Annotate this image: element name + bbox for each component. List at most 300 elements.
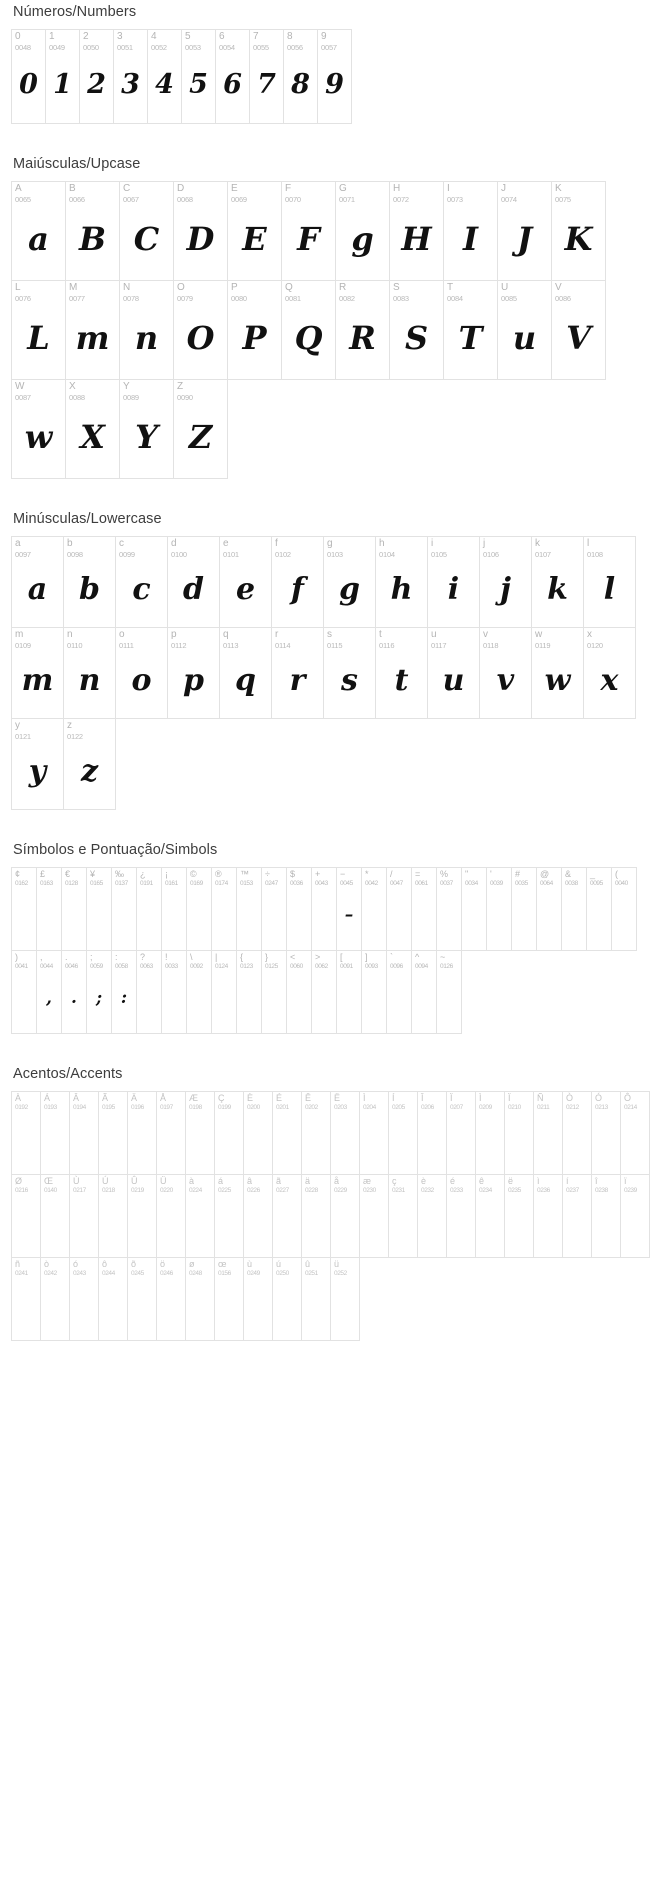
glyph-cell[interactable]	[243, 1174, 273, 1258]
glyph-cell[interactable]	[446, 1091, 476, 1175]
glyph-cell[interactable]	[161, 950, 187, 1034]
glyph-cell-meta	[220, 628, 271, 650]
glyph-cell[interactable]	[272, 1174, 302, 1258]
glyph-cell[interactable]	[301, 1257, 331, 1341]
glyph-char-label: q	[223, 629, 229, 640]
glyph-unicode-code: 0057	[321, 43, 337, 52]
glyph-preview: ;	[95, 988, 103, 1009]
glyph-cell[interactable]	[86, 950, 112, 1034]
glyph-cell[interactable]	[11, 280, 66, 380]
glyph-cell[interactable]	[11, 1091, 41, 1175]
glyph-cell[interactable]	[497, 181, 552, 281]
glyph-cell[interactable]	[389, 181, 444, 281]
glyph-unicode-code: 0137	[115, 880, 128, 887]
glyph-char-label: =	[415, 869, 421, 879]
glyph-cell[interactable]	[167, 627, 220, 719]
glyph-cell[interactable]	[317, 29, 352, 124]
glyph-cell[interactable]	[281, 280, 336, 380]
glyph-cell-meta	[273, 1175, 301, 1195]
glyph-cell[interactable]	[63, 536, 116, 628]
glyph-cell[interactable]	[261, 950, 287, 1034]
glyph-char-label: P	[231, 282, 238, 293]
glyph-cell[interactable]	[243, 1091, 273, 1175]
glyph-cell[interactable]	[11, 867, 37, 951]
glyph-cell[interactable]	[330, 1091, 360, 1175]
glyph-cell-meta	[418, 1175, 446, 1195]
glyph-preview	[128, 1112, 156, 1174]
glyph-cell[interactable]	[504, 1091, 534, 1175]
glyph-cell[interactable]	[181, 29, 216, 124]
glyph-cell[interactable]	[620, 1091, 650, 1175]
glyph-cell[interactable]	[301, 1091, 331, 1175]
glyph-cell[interactable]	[436, 950, 462, 1034]
glyph-cell[interactable]	[359, 1091, 389, 1175]
glyph-cell[interactable]	[475, 1174, 505, 1258]
glyph-char-label: œ	[218, 1259, 227, 1269]
glyph-cell[interactable]	[335, 181, 390, 281]
glyph-char-label: {	[240, 952, 244, 962]
glyph-unicode-code: 0100	[171, 550, 187, 559]
glyph-preview	[418, 1195, 446, 1257]
glyph-cell[interactable]	[486, 867, 512, 951]
glyph-cell[interactable]	[211, 867, 237, 951]
glyph-preview: L	[27, 318, 50, 357]
glyph-cell[interactable]	[533, 1174, 563, 1258]
glyph-cell[interactable]	[611, 867, 637, 951]
glyph-cell[interactable]	[173, 181, 228, 281]
glyph-cell[interactable]	[443, 280, 498, 380]
glyph-cell[interactable]	[249, 29, 284, 124]
glyph-cell[interactable]	[561, 867, 587, 951]
glyph-cell[interactable]	[186, 950, 212, 1034]
glyph-cell-meta	[387, 868, 411, 888]
glyph-cell-meta	[437, 868, 461, 888]
glyph-cell[interactable]	[11, 379, 66, 479]
glyph-cell[interactable]	[336, 950, 362, 1034]
glyph-cell[interactable]	[311, 950, 337, 1034]
glyph-preview	[537, 888, 561, 950]
glyph-preview	[186, 1278, 214, 1340]
glyph-char-label: Æ	[189, 1093, 198, 1103]
glyph-unicode-code: 0107	[535, 550, 551, 559]
glyph-cell[interactable]	[497, 280, 552, 380]
glyph-cell-meta	[64, 537, 115, 559]
glyph-char-label: (	[615, 869, 618, 879]
glyph-cell[interactable]	[386, 867, 412, 951]
glyph-cell[interactable]	[119, 181, 174, 281]
glyph-cell[interactable]	[161, 867, 187, 951]
glyph-cell[interactable]	[65, 379, 120, 479]
glyph-char-label: Á	[44, 1093, 51, 1103]
glyph-cell[interactable]	[214, 1257, 244, 1341]
glyph-unicode-code: 0058	[115, 963, 128, 970]
glyph-cell-meta	[621, 1175, 649, 1195]
glyph-cell[interactable]	[227, 181, 282, 281]
glyph-cell[interactable]	[111, 867, 137, 951]
glyph-cell[interactable]	[40, 1257, 70, 1341]
glyph-preview	[99, 1112, 127, 1174]
glyph-cell[interactable]	[375, 536, 428, 628]
glyph-preview: m	[75, 318, 110, 357]
glyph-cell[interactable]	[323, 627, 376, 719]
glyph-cell[interactable]	[65, 181, 120, 281]
glyph-unicode-code: 0248	[189, 1270, 202, 1277]
glyph-unicode-code: 0209	[479, 1104, 492, 1111]
glyph-cell[interactable]	[591, 1091, 621, 1175]
glyph-cell[interactable]	[40, 1091, 70, 1175]
glyph-cell-meta	[337, 951, 361, 971]
glyph-unicode-code: 0243	[73, 1270, 86, 1277]
glyph-cell[interactable]	[11, 1257, 41, 1341]
glyph-char-label: .	[65, 952, 68, 962]
glyph-cell[interactable]	[271, 627, 324, 719]
glyph-cell[interactable]	[127, 1091, 157, 1175]
glyph-cell[interactable]	[98, 1257, 128, 1341]
glyph-preview: q	[235, 662, 256, 698]
glyph-cell[interactable]	[136, 950, 162, 1034]
glyph-cell-meta	[487, 868, 511, 888]
glyph-cell[interactable]	[156, 1091, 186, 1175]
glyph-preview	[447, 1195, 475, 1257]
glyph-cell[interactable]	[219, 627, 272, 719]
glyph-unicode-code: 0082	[339, 294, 355, 303]
glyph-cell[interactable]	[583, 627, 636, 719]
glyph-cell-meta	[447, 1175, 475, 1195]
glyph-cell[interactable]	[427, 536, 480, 628]
glyph-cell-meta	[447, 1092, 475, 1112]
glyph-cell[interactable]	[361, 867, 387, 951]
glyph-cell[interactable]	[185, 1174, 215, 1258]
glyph-cell-meta	[157, 1258, 185, 1278]
glyph-cell[interactable]	[562, 1174, 592, 1258]
glyph-cell[interactable]	[227, 280, 282, 380]
glyph-cell-meta	[99, 1092, 127, 1112]
glyph-cell[interactable]	[311, 867, 337, 951]
glyph-cell[interactable]	[479, 627, 532, 719]
glyph-grid-symbols	[12, 868, 650, 1034]
glyph-cell-meta	[168, 628, 219, 650]
glyph-cell[interactable]	[411, 867, 437, 951]
glyph-cell[interactable]	[389, 280, 444, 380]
glyph-cell[interactable]	[531, 627, 584, 719]
glyph-unicode-code: 0086	[555, 294, 571, 303]
glyph-cell[interactable]	[147, 29, 182, 124]
glyph-cell[interactable]	[236, 867, 262, 951]
glyph-char-label: ^	[415, 952, 420, 962]
glyph-char-label: }	[265, 952, 269, 962]
glyph-cell[interactable]	[475, 1091, 505, 1175]
glyph-cell-meta	[428, 628, 479, 650]
glyph-cell[interactable]	[63, 627, 116, 719]
glyph-cell[interactable]	[283, 29, 318, 124]
glyph-char-label: A	[15, 183, 22, 194]
glyph-cell-meta	[70, 1092, 98, 1112]
glyph-cell[interactable]	[531, 536, 584, 628]
glyph-cell[interactable]	[119, 280, 174, 380]
glyph-unicode-code: 0052	[151, 43, 167, 52]
glyph-cell[interactable]	[335, 280, 390, 380]
glyph-cell[interactable]	[388, 1091, 418, 1175]
glyph-preview	[12, 888, 36, 950]
glyph-preview: F	[297, 219, 320, 258]
glyph-cell[interactable]	[461, 867, 487, 951]
glyph-char-label: á	[218, 1176, 224, 1186]
glyph-cell[interactable]	[186, 867, 212, 951]
glyph-preview	[302, 1195, 330, 1257]
glyph-cell[interactable]	[511, 867, 537, 951]
glyph-char-label: 4	[151, 31, 157, 42]
glyph-cell[interactable]	[446, 1174, 476, 1258]
glyph-preview: J	[516, 219, 533, 258]
glyph-preview	[312, 888, 336, 950]
glyph-cell[interactable]	[214, 1091, 244, 1175]
glyph-cell[interactable]	[361, 950, 387, 1034]
glyph-cell[interactable]	[427, 627, 480, 719]
glyph-char-label: v	[483, 629, 488, 640]
glyph-preview	[87, 888, 111, 950]
glyph-cell[interactable]	[61, 950, 87, 1034]
glyph-cell[interactable]	[286, 950, 312, 1034]
glyph-preview	[387, 971, 411, 1033]
glyph-cell-meta	[12, 1175, 40, 1195]
glyph-cell[interactable]	[11, 536, 64, 628]
glyph-cell[interactable]	[336, 867, 362, 951]
glyph-preview: u	[442, 662, 465, 698]
glyph-preview	[476, 1112, 504, 1174]
glyph-preview	[187, 888, 211, 950]
glyph-preview	[215, 1278, 243, 1340]
glyph-cell[interactable]	[211, 950, 237, 1034]
glyph-preview	[437, 971, 461, 1033]
glyph-cell[interactable]	[219, 536, 272, 628]
glyph-cell[interactable]	[156, 1257, 186, 1341]
glyph-unicode-code: 0075	[555, 195, 571, 204]
glyph-cell[interactable]	[136, 867, 162, 951]
glyph-char-label: é	[450, 1176, 456, 1186]
glyph-unicode-code: 0194	[73, 1104, 86, 1111]
glyph-cell[interactable]	[504, 1174, 534, 1258]
glyph-cell[interactable]	[79, 29, 114, 124]
glyph-cell[interactable]	[69, 1174, 99, 1258]
glyph-char-label: ¿	[140, 869, 146, 879]
glyph-cell-meta	[412, 868, 436, 888]
glyph-preview: e	[235, 571, 256, 607]
glyph-cell-meta	[428, 537, 479, 559]
glyph-cell[interactable]	[443, 181, 498, 281]
glyph-unicode-code: 0093	[365, 963, 378, 970]
glyph-cell[interactable]	[11, 718, 64, 810]
glyph-cell[interactable]	[417, 1091, 447, 1175]
glyph-cell-meta	[62, 868, 86, 888]
glyph-cell[interactable]	[98, 1091, 128, 1175]
glyph-unicode-code: 0099	[119, 550, 135, 559]
glyph-unicode-code: 0034	[465, 880, 478, 887]
glyph-unicode-code: 0196	[131, 1104, 144, 1111]
glyph-char-label: ö	[160, 1259, 166, 1269]
glyph-char-label: Ô	[624, 1093, 632, 1103]
glyph-cell[interactable]	[272, 1091, 302, 1175]
glyph-preview: r	[289, 662, 306, 698]
glyph-preview: w	[24, 417, 53, 456]
glyph-cell[interactable]	[11, 29, 46, 124]
glyph-cell[interactable]	[215, 29, 250, 124]
glyph-cell[interactable]	[479, 536, 532, 628]
glyph-cell-meta	[244, 1258, 272, 1278]
glyph-char-label: 6	[219, 31, 225, 42]
glyph-cell-meta	[336, 182, 389, 204]
glyph-cell-meta	[99, 1258, 127, 1278]
glyph-cell-meta	[476, 1092, 504, 1112]
glyph-preview: l	[603, 571, 616, 607]
glyph-preview	[37, 888, 61, 950]
glyph-unicode-code: 0193	[44, 1104, 57, 1111]
glyph-preview	[262, 888, 286, 950]
glyph-preview	[273, 1112, 301, 1174]
glyph-cell[interactable]	[45, 29, 80, 124]
glyph-cell[interactable]	[69, 1091, 99, 1175]
glyph-cell[interactable]	[620, 1174, 650, 1258]
glyph-cell[interactable]	[236, 950, 262, 1034]
glyph-unicode-code: 0069	[231, 195, 247, 204]
glyph-cell[interactable]	[61, 867, 87, 951]
glyph-cell[interactable]	[271, 536, 324, 628]
glyph-cell[interactable]	[167, 536, 220, 628]
glyph-cell[interactable]	[411, 950, 437, 1034]
glyph-cell-meta	[128, 1092, 156, 1112]
glyph-cell[interactable]	[286, 867, 312, 951]
glyph-unicode-code: 0169	[190, 880, 203, 887]
glyph-cell[interactable]	[69, 1257, 99, 1341]
glyph-cell[interactable]	[119, 379, 174, 479]
glyph-cell[interactable]	[11, 627, 64, 719]
glyph-unicode-code: 0237	[566, 1187, 579, 1194]
glyph-cell[interactable]	[330, 1174, 360, 1258]
glyph-char-label: ÷	[265, 869, 270, 879]
glyph-cell[interactable]	[115, 627, 168, 719]
glyph-cell[interactable]	[65, 280, 120, 380]
glyph-cell[interactable]	[375, 627, 428, 719]
glyph-preview	[157, 1195, 185, 1257]
glyph-cell[interactable]	[98, 1174, 128, 1258]
glyph-cell-meta	[302, 1258, 330, 1278]
glyph-cell-meta	[336, 281, 389, 303]
glyph-cell[interactable]	[86, 867, 112, 951]
glyph-cell[interactable]	[127, 1257, 157, 1341]
glyph-unicode-code: 0197	[160, 1104, 173, 1111]
glyph-cell[interactable]	[330, 1257, 360, 1341]
glyph-unicode-code: 0053	[185, 43, 201, 52]
glyph-unicode-code: 0037	[440, 880, 453, 887]
glyph-cell-meta	[360, 1175, 388, 1195]
glyph-unicode-code: 0205	[392, 1104, 405, 1111]
glyph-cell[interactable]	[261, 867, 287, 951]
glyph-cell[interactable]	[11, 1174, 41, 1258]
glyph-cell[interactable]	[156, 1174, 186, 1258]
glyph-cell[interactable]	[281, 181, 336, 281]
glyph-cell-meta	[376, 537, 427, 559]
glyph-cell[interactable]	[185, 1091, 215, 1175]
glyph-cell-meta	[262, 951, 286, 971]
glyph-cell[interactable]	[436, 867, 462, 951]
glyph-cell-meta	[498, 281, 551, 303]
glyph-unicode-code: 0217	[73, 1187, 86, 1194]
glyph-cell[interactable]	[323, 536, 376, 628]
glyph-cell[interactable]	[173, 379, 228, 479]
glyph-cell-meta	[162, 868, 186, 888]
glyph-cell[interactable]	[301, 1174, 331, 1258]
glyph-unicode-code: 0234	[479, 1187, 492, 1194]
glyph-cell[interactable]	[185, 1257, 215, 1341]
glyph-unicode-code: 0124	[215, 963, 228, 970]
glyph-cell[interactable]	[536, 867, 562, 951]
glyph-preview	[237, 888, 261, 950]
glyph-cell[interactable]	[386, 950, 412, 1034]
glyph-unicode-code: 0229	[334, 1187, 347, 1194]
glyph-cell[interactable]	[551, 181, 606, 281]
glyph-cell[interactable]	[63, 718, 116, 810]
glyph-cell[interactable]	[388, 1174, 418, 1258]
glyph-cell[interactable]	[359, 1174, 389, 1258]
glyph-cell-meta	[282, 182, 335, 204]
glyph-cell[interactable]	[591, 1174, 621, 1258]
glyph-cell[interactable]	[533, 1091, 563, 1175]
glyph-cell[interactable]	[36, 867, 62, 951]
glyph-char-label: F	[285, 183, 292, 194]
glyph-cell-meta	[187, 951, 211, 971]
glyph-char-label: +	[315, 869, 321, 879]
glyph-preview: n	[134, 318, 159, 357]
glyph-cell[interactable]	[586, 867, 612, 951]
glyph-preview	[362, 888, 386, 950]
glyph-cell[interactable]	[111, 950, 137, 1034]
glyph-cell[interactable]	[127, 1174, 157, 1258]
glyph-unicode-code: 0065	[15, 195, 31, 204]
glyph-cell-meta	[437, 951, 461, 971]
glyph-char-label: ]	[365, 952, 368, 962]
glyph-preview: O	[186, 318, 215, 357]
glyph-char-label: ë	[508, 1176, 514, 1186]
glyph-cell[interactable]	[583, 536, 636, 628]
glyph-cell-meta	[376, 628, 427, 650]
glyph-unicode-code: 0117	[431, 641, 447, 650]
glyph-cell[interactable]	[417, 1174, 447, 1258]
glyph-cell[interactable]	[272, 1257, 302, 1341]
glyph-preview	[621, 1112, 649, 1174]
glyph-cell[interactable]	[40, 1174, 70, 1258]
glyph-char-label: Â	[73, 1093, 80, 1103]
glyph-char-label: 9	[321, 31, 327, 42]
glyph-cell-meta	[174, 281, 227, 303]
glyph-cell-meta	[418, 1092, 446, 1112]
glyph-cell[interactable]	[11, 181, 66, 281]
glyph-cell[interactable]	[562, 1091, 592, 1175]
glyph-cell-meta	[498, 182, 551, 204]
glyph-cell[interactable]	[115, 536, 168, 628]
glyph-preview: a	[27, 571, 48, 607]
glyph-preview	[337, 971, 361, 1033]
glyph-cell-meta	[182, 30, 215, 52]
glyph-preview	[612, 888, 636, 950]
glyph-cell-meta	[112, 868, 136, 888]
glyph-cell[interactable]	[11, 950, 37, 1034]
glyph-cell[interactable]	[214, 1174, 244, 1258]
glyph-cell[interactable]	[243, 1257, 273, 1341]
glyph-cell[interactable]	[551, 280, 606, 380]
glyph-cell[interactable]	[36, 950, 62, 1034]
glyph-cell[interactable]	[173, 280, 228, 380]
glyph-unicode-code: 0072	[393, 195, 409, 204]
glyph-cell[interactable]	[113, 29, 148, 124]
